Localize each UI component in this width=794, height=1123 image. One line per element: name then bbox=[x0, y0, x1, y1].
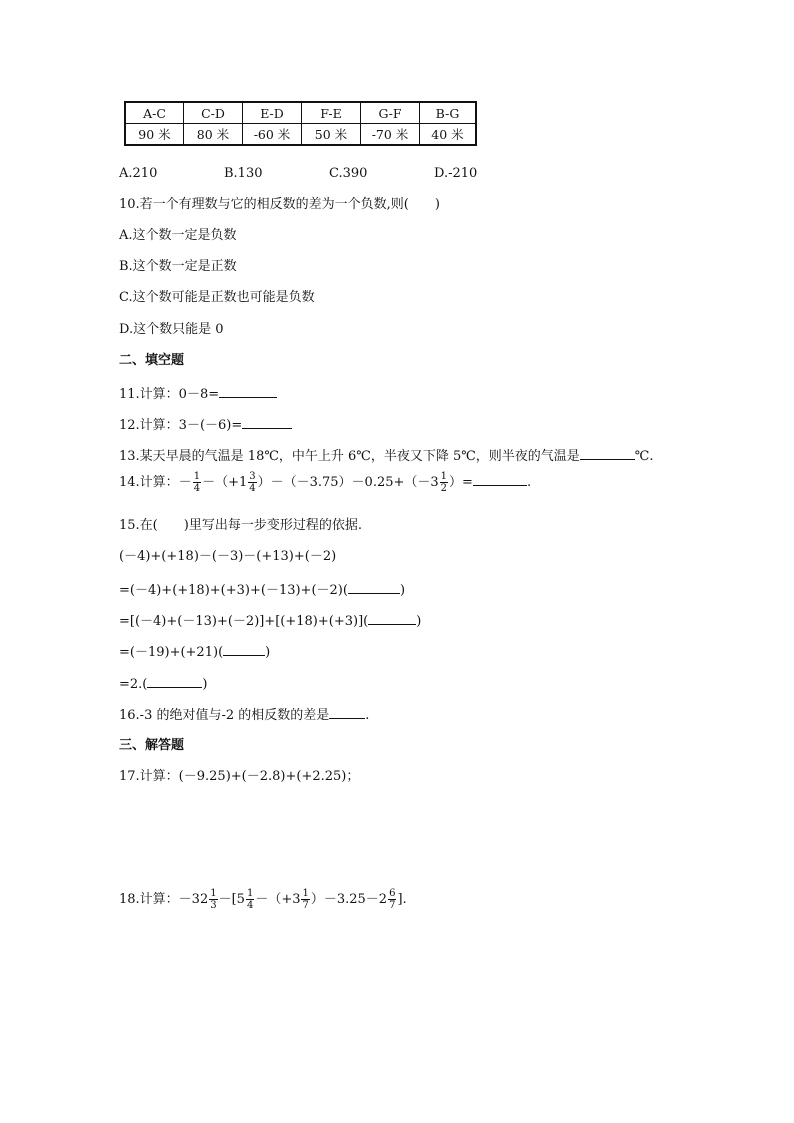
section-heading-answer: 三、解答题 bbox=[119, 738, 185, 753]
table-header-cell: G-F bbox=[361, 102, 420, 124]
q15-line-1: (－4)+(+18)－(－3)－(+13)+(－2) bbox=[119, 549, 337, 564]
fraction bbox=[246, 888, 254, 911]
denominator: 2 bbox=[440, 483, 448, 494]
table-cell: 50 米 bbox=[302, 124, 361, 146]
q10-option-c: C.这个数可能是正数也可能是负数 bbox=[119, 290, 315, 305]
q9-option-b: B.130 bbox=[224, 166, 263, 181]
q10-option-a: A.这个数一定是负数 bbox=[119, 228, 237, 243]
denominator: 4 bbox=[246, 900, 254, 911]
q13-unit: ℃. bbox=[634, 449, 654, 464]
paren-close: ) bbox=[416, 614, 422, 629]
paren-open: ( bbox=[342, 583, 348, 598]
q10-option-b: B.这个数一定是正数 bbox=[119, 259, 237, 274]
denominator: 4 bbox=[249, 483, 256, 494]
table-cell: -70 米 bbox=[361, 124, 420, 146]
answer-blank bbox=[348, 581, 400, 594]
denominator: 7 bbox=[302, 900, 309, 911]
denominator: 3 bbox=[210, 900, 217, 911]
table-header-row bbox=[125, 102, 476, 124]
paren-close: ) bbox=[202, 677, 208, 692]
q9-option-c: C.390 bbox=[329, 166, 368, 181]
q18-part: 18.计算：－32 bbox=[119, 892, 209, 907]
section-heading-fill-in: 二、填空题 bbox=[119, 353, 185, 368]
denominator: 4 bbox=[193, 483, 201, 494]
q15-expr: =2. bbox=[119, 677, 143, 692]
paren-open: ( bbox=[218, 645, 224, 660]
fraction bbox=[248, 471, 256, 494]
q14 bbox=[119, 471, 531, 494]
numerator: 1 bbox=[210, 888, 217, 899]
table-header-cell: E-D bbox=[243, 102, 302, 124]
q15-expr: =(－4)+(+18)+(+3)+(－13)+(－2) bbox=[119, 583, 343, 598]
q17: 17.计算：(－9.25)+(－2.8)+(+2.25)； bbox=[119, 769, 360, 784]
table-cell: 40 米 bbox=[420, 124, 477, 146]
q9-option-a: A.210 bbox=[119, 166, 158, 181]
q15-expr: =(－19)+(+21) bbox=[119, 645, 219, 660]
fraction bbox=[193, 471, 201, 494]
q12-text: 12.计算：3－(－6)= bbox=[119, 418, 243, 433]
answer-blank bbox=[473, 473, 527, 486]
q14-end: . bbox=[526, 475, 532, 490]
table-header-cell: A-C bbox=[125, 102, 184, 124]
fraction bbox=[209, 888, 217, 911]
q18-part: －（+3 bbox=[255, 892, 301, 907]
paren-close: ) bbox=[399, 583, 406, 598]
q9-option-d: D.-210 bbox=[434, 166, 478, 181]
table-cell: -60 米 bbox=[243, 124, 302, 146]
fraction bbox=[301, 888, 309, 911]
q14-part: ）= bbox=[449, 475, 473, 490]
q15-line-4 bbox=[119, 643, 270, 661]
paren-open: ( bbox=[363, 614, 369, 629]
table-row bbox=[125, 124, 476, 146]
q11-text: 11.计算：0－8= bbox=[119, 387, 220, 402]
q12 bbox=[119, 416, 292, 434]
q15-line-3 bbox=[119, 612, 421, 630]
q16-end: . bbox=[365, 708, 370, 723]
q18 bbox=[119, 888, 407, 911]
paren-open: ( bbox=[142, 677, 148, 692]
answer-blank bbox=[219, 385, 277, 398]
numerator: 1 bbox=[440, 471, 448, 482]
q18-part: ]. bbox=[397, 892, 407, 907]
q13-text: 13.某天早晨的气温是 18℃，中午上升 6℃，半夜又下降 5℃，则半夜的气温是 bbox=[119, 449, 580, 464]
q16 bbox=[119, 706, 369, 724]
q10-option-d: D.这个数只能是 0 bbox=[119, 322, 224, 337]
answer-blank bbox=[368, 612, 416, 625]
numerator: 3 bbox=[249, 471, 256, 482]
q15-expr: =[(－4)+(－13)+(－2)]+[(+18)+(+3)] bbox=[119, 614, 364, 629]
table-cell: 80 米 bbox=[184, 124, 243, 146]
table-header-cell: F-E bbox=[302, 102, 361, 124]
q14-part: －（+1 bbox=[202, 475, 248, 490]
table-cell: 90 米 bbox=[125, 124, 184, 146]
q15-line-2 bbox=[119, 581, 405, 599]
answer-blank bbox=[242, 416, 292, 429]
q14-part: 14.计算：－ bbox=[119, 475, 192, 490]
answer-blank bbox=[580, 447, 635, 460]
q16-text: 16.-3 的绝对值与-2 的相反数的差是 bbox=[119, 708, 330, 723]
q15-line-5 bbox=[119, 675, 207, 693]
table-header-cell: C-D bbox=[184, 102, 243, 124]
numerator: 1 bbox=[302, 888, 309, 899]
numerator: 1 bbox=[193, 471, 201, 482]
table-header-cell: B-G bbox=[420, 102, 477, 124]
answer-blank bbox=[223, 643, 265, 656]
q13 bbox=[119, 447, 653, 465]
answer-blank bbox=[329, 706, 365, 719]
q18-part: －[5 bbox=[218, 892, 245, 907]
q15-stem: 15.在( )里写出每一步变形过程的依据. bbox=[119, 518, 362, 533]
numerator: 1 bbox=[246, 888, 254, 899]
q10-stem: 10.若一个有理数与它的相反数的差为一个负数,则( ) bbox=[119, 197, 440, 212]
answer-blank bbox=[147, 675, 202, 688]
fraction bbox=[440, 471, 448, 494]
fraction bbox=[388, 888, 396, 911]
q18-part: ）－3.25－2 bbox=[310, 892, 388, 907]
q11 bbox=[119, 385, 277, 403]
distance-table bbox=[124, 101, 477, 146]
q14-part: ）－（－3.75）－0.25+（－3 bbox=[257, 475, 439, 490]
denominator: 7 bbox=[389, 900, 396, 911]
numerator: 6 bbox=[389, 888, 396, 899]
paren-close: ) bbox=[265, 645, 271, 660]
